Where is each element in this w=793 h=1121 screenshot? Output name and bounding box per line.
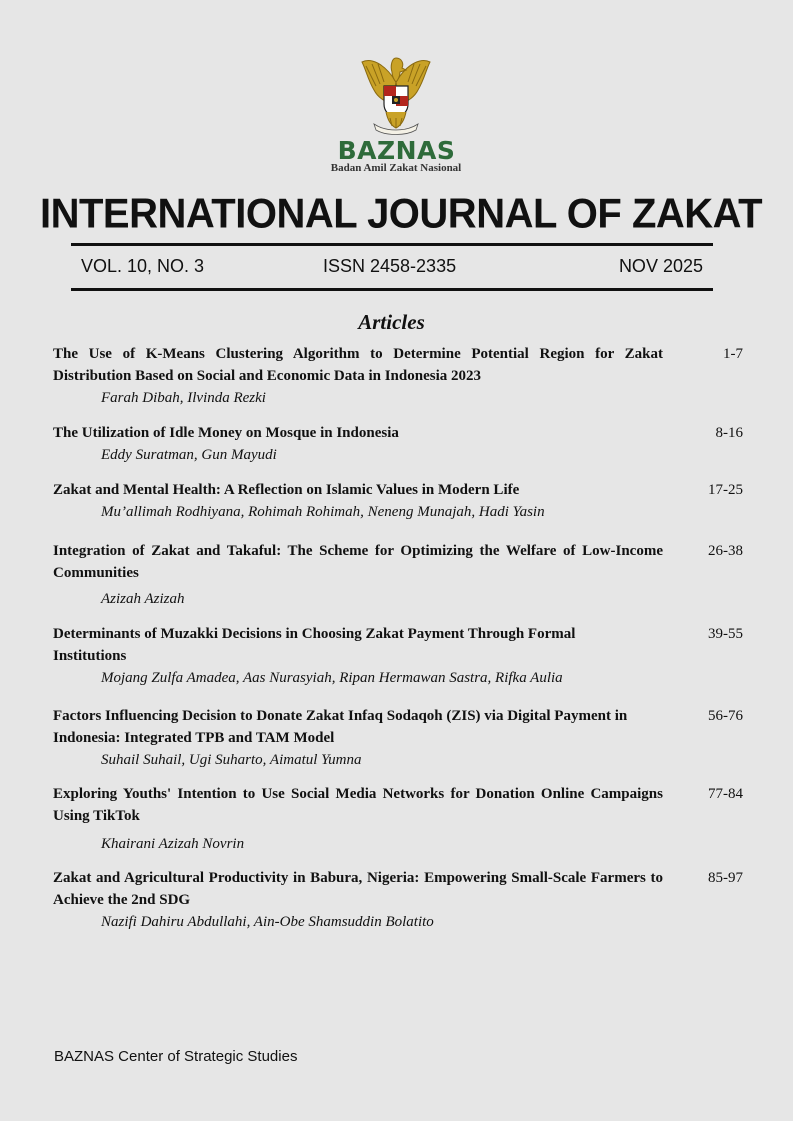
article-entry[interactable] xyxy=(53,867,743,933)
issue-date: NOV 2025 xyxy=(618,256,703,276)
title-divider-bottom xyxy=(71,288,713,291)
article-authors: Nazifi Dahiru Abdullahi, Ain-Obe Shamsuddin Bolatito xyxy=(101,914,434,930)
article-entry[interactable] xyxy=(53,479,743,523)
article-pages: 26-38 xyxy=(708,543,743,559)
article-title[interactable]: Zakat and Mental Health: A Reflection on Islamic Values in Modern Life xyxy=(53,482,520,498)
article-pages: 39-55 xyxy=(708,626,743,642)
journal-title: INTERNATIONAL JOURNAL OF ZAKAT xyxy=(40,190,763,238)
article-authors: Mojang Zulfa Amadea, Aas Nurasyiah, Ripan Hermawan Sastra, Rifka Aulia xyxy=(101,670,563,686)
article-pages: 77-84 xyxy=(708,786,743,802)
article-title[interactable]: Zakat and Agricultural Productivity in Babura, Nigeria: Empowering Small-Scale Farmers to Achieve the 2nd SDG xyxy=(53,870,663,908)
publisher-footer: BAZNAS Center of Strategic Studies xyxy=(54,1048,298,1065)
volume-label: VOL. 10, NO. 3 xyxy=(81,256,205,276)
article-entry[interactable] xyxy=(53,540,743,610)
article-title[interactable]: Exploring Youths' Intention to Use Social Media Networks for Donation Online Campaigns Using TikTok xyxy=(53,786,663,824)
article-title[interactable]: Factors Influencing Decision to Donate Zakat Infaq Sodaqoh (ZIS) via Digital Payment in Indonesia: Integrated TPB and TAM Model xyxy=(53,708,628,746)
article-pages: 85-97 xyxy=(708,870,743,886)
article-entry[interactable] xyxy=(53,343,743,409)
article-authors: Azizah Azizah xyxy=(101,591,185,607)
article-authors: Mu’allimah Rodhiyana, Rohimah Rohimah, Neneng Munajah, Hadi Yasin xyxy=(101,504,545,520)
article-entry[interactable] xyxy=(53,422,743,466)
article-pages: 1-7 xyxy=(723,346,743,362)
article-pages: 17-25 xyxy=(708,482,743,498)
title-divider-top xyxy=(71,243,713,246)
issn-label: ISSN 2458-2335 xyxy=(323,256,457,276)
article-title[interactable]: Determinants of Muzakki Decisions in Choosing Zakat Payment Through Formal Institutions xyxy=(53,626,576,664)
article-authors: Farah Dibah, Ilvinda Rezki xyxy=(101,390,266,406)
article-authors: Eddy Suratman, Gun Mayudi xyxy=(101,447,277,463)
article-authors: Khairani Azizah Novrin xyxy=(101,836,245,852)
article-title[interactable]: Integration of Zakat and Takaful: The Scheme for Optimizing the Welfare of Low-Income Communities xyxy=(53,543,663,581)
article-title[interactable]: The Utilization of Idle Money on Mosque in Indonesia xyxy=(53,425,399,441)
article-pages: 56-76 xyxy=(708,708,743,724)
brand-subtitle: Badan Amil Zakat Nasional xyxy=(330,162,462,174)
article-entry[interactable] xyxy=(53,705,743,771)
article-entry[interactable] xyxy=(53,623,743,689)
article-authors: Suhail Suhail, Ugi Suharto, Aimatul Yumna xyxy=(101,752,362,768)
brand-name: BAZNAS xyxy=(337,136,456,165)
article-title[interactable]: The Use of K-Means Clustering Algorithm to Determine Potential Region for Zakat Distribution Based on Social and Economic Data in Indonesia 2023 xyxy=(53,346,663,384)
garuda-emblem-icon xyxy=(356,52,436,136)
article-pages: 8-16 xyxy=(715,425,743,441)
section-heading: Articles xyxy=(358,310,425,334)
article-entry[interactable] xyxy=(53,783,743,855)
